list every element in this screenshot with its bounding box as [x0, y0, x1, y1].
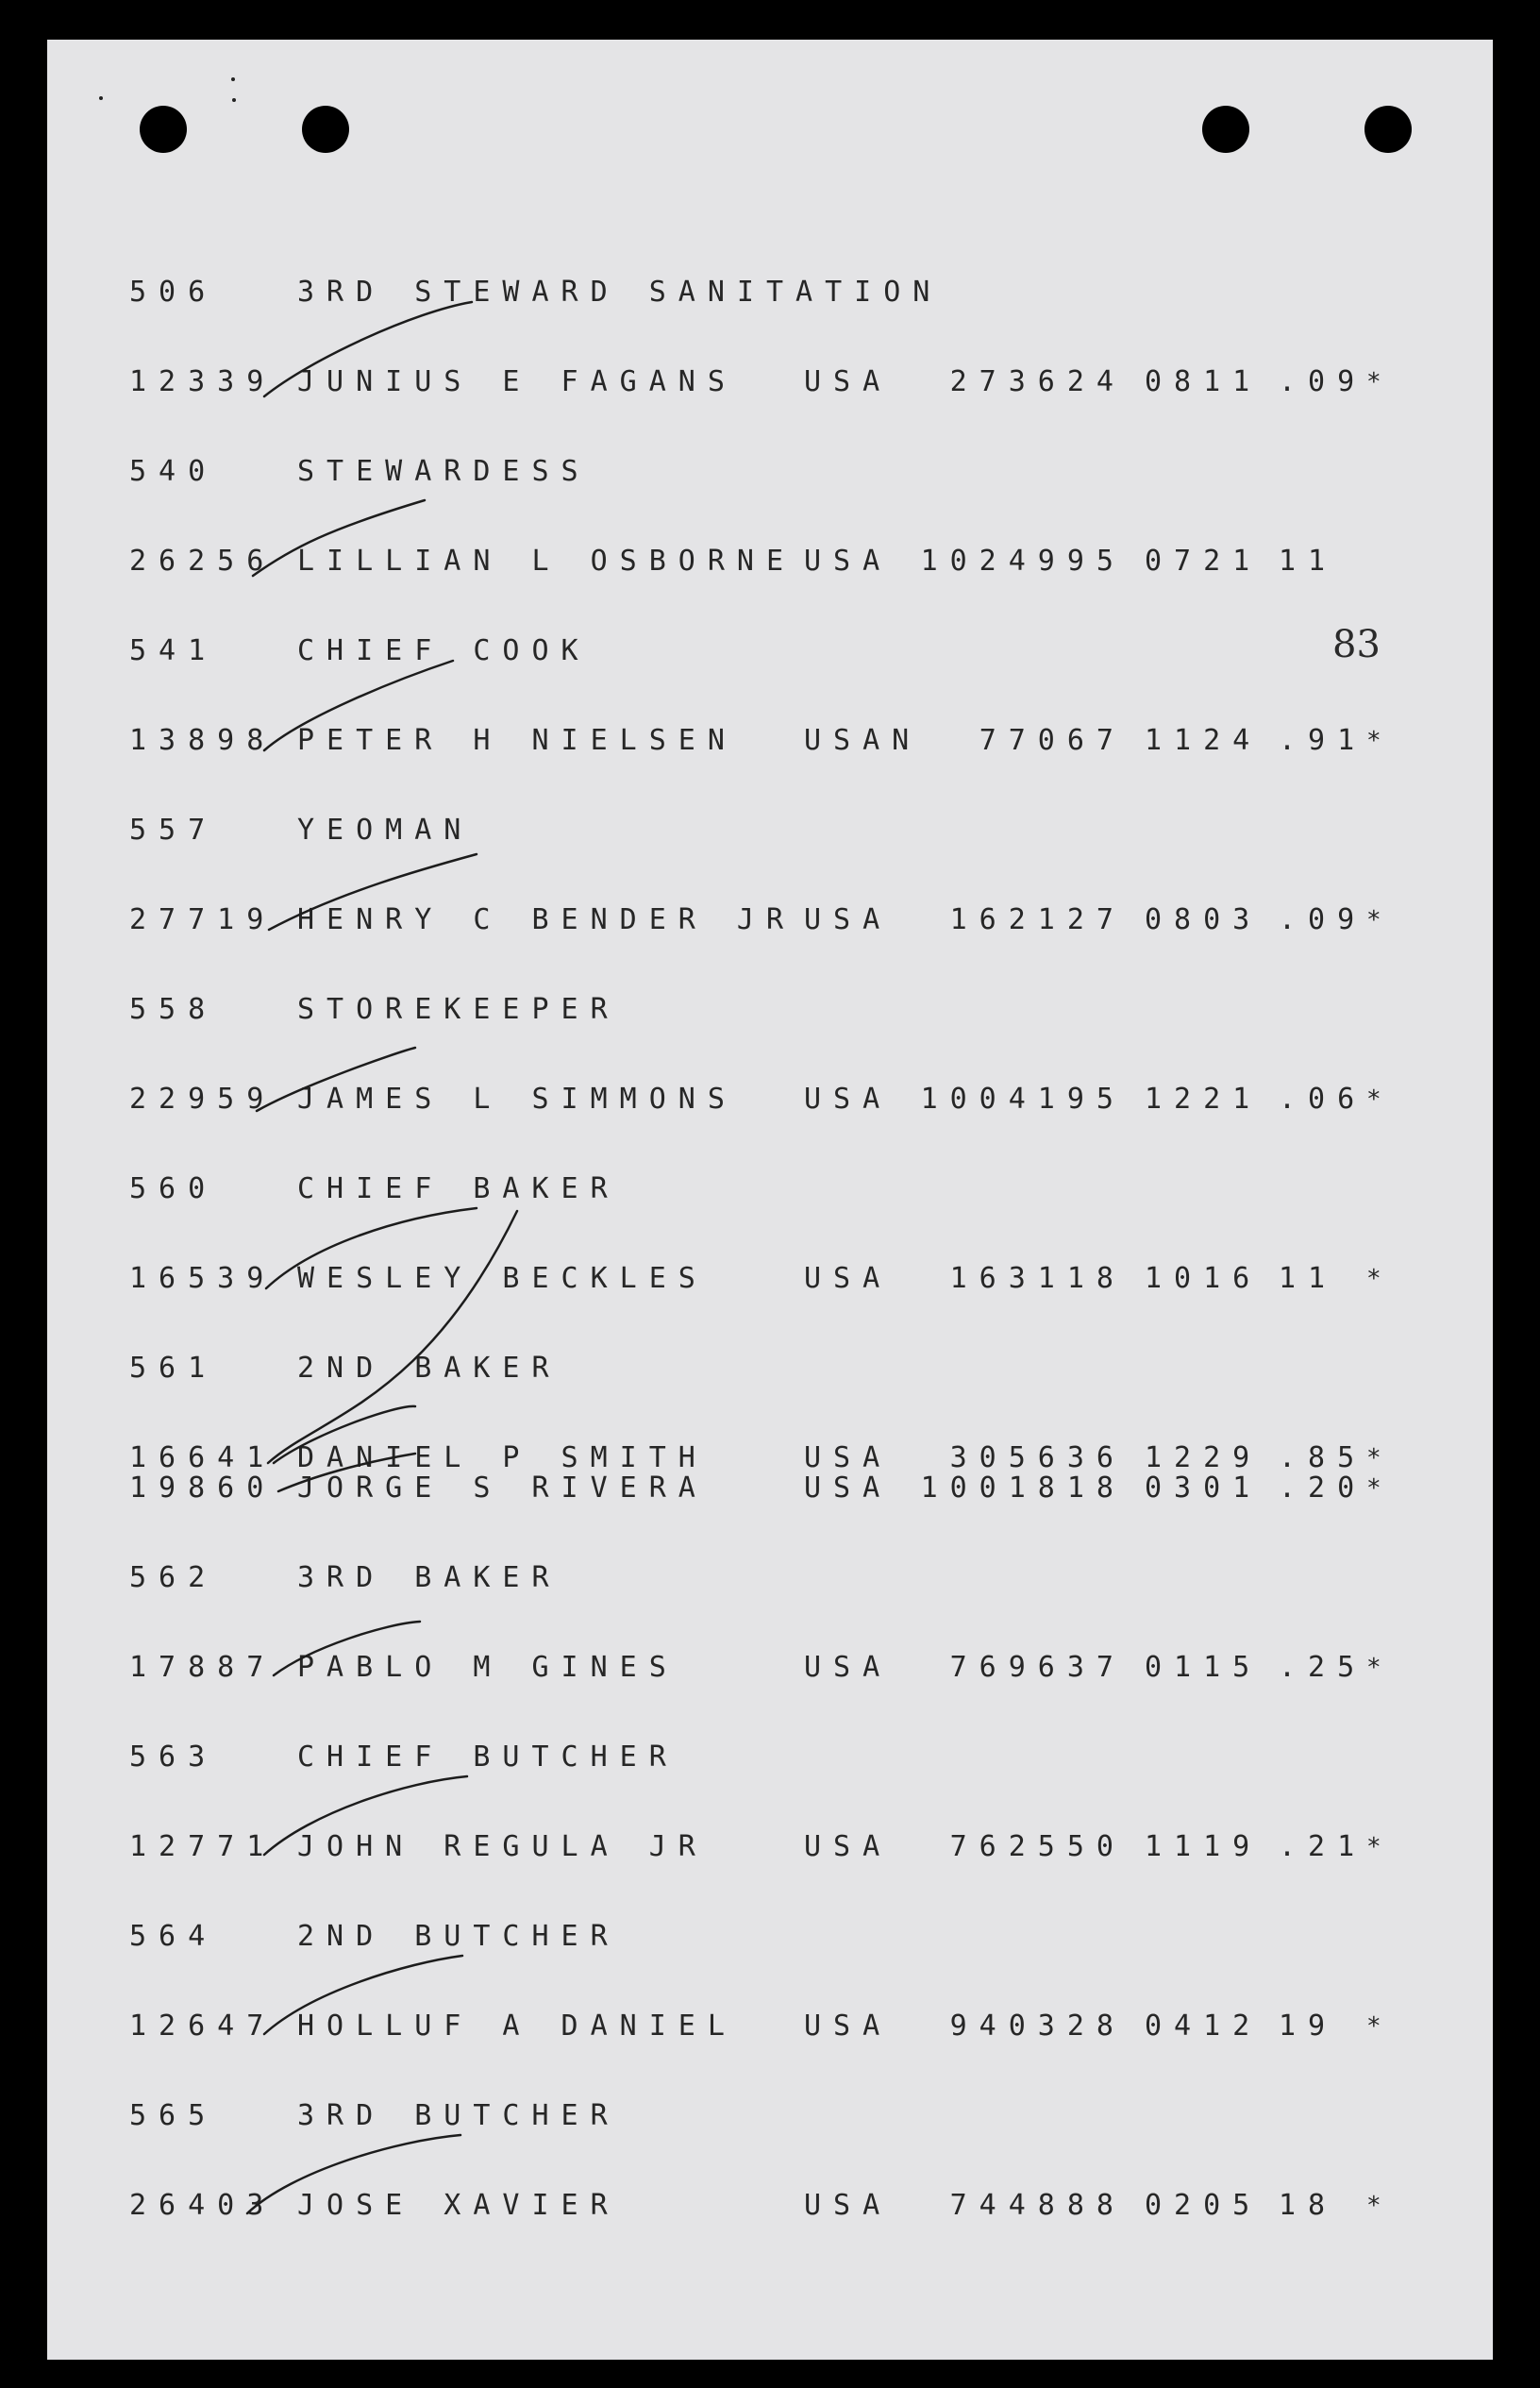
section-code: 563 — [129, 1741, 218, 1774]
entry-value: .21 — [1279, 1830, 1367, 1863]
entry-name: HENRY C BENDER JR — [297, 903, 796, 936]
section-code: 558 — [129, 993, 218, 1026]
entry-id: 27719 — [129, 903, 276, 936]
entry-mark: * — [1366, 368, 1381, 396]
speck — [232, 98, 236, 102]
entry-id: 26256 — [129, 545, 276, 578]
entry-value: 11 — [1279, 545, 1338, 578]
section-title: STOREKEEPER — [297, 993, 620, 1026]
entry-number: 1001818 — [920, 1471, 1126, 1505]
entry-mark: * — [1366, 906, 1381, 934]
section-title: STEWARDESS — [297, 455, 591, 488]
entry-mark: * — [1366, 2192, 1381, 2220]
entry-name: HOLLUF A DANIEL — [297, 2010, 737, 2043]
entry-name: PABLO M GINES — [297, 1651, 678, 1684]
entry-value: .09 — [1279, 903, 1367, 936]
section-code: 557 — [129, 814, 218, 847]
section-code: 562 — [129, 1561, 218, 1594]
section-title: 3RD BAKER — [297, 1561, 561, 1594]
entry-number: 77067 — [979, 724, 1126, 757]
entry-number: 762550 — [949, 1830, 1126, 1863]
entry-mark: * — [1366, 1833, 1381, 1861]
entry-country: USA — [804, 2010, 893, 2043]
entry-number: 1004195 — [920, 1083, 1126, 1116]
entry-mark: * — [1366, 1085, 1381, 1114]
section-code: 540 — [129, 455, 218, 488]
entry-date: 0803 — [1145, 903, 1263, 936]
entry-value: .85 — [1279, 1441, 1367, 1474]
entry-name: JORGE S RIVERA — [297, 1471, 708, 1505]
section-title: YEOMAN — [297, 814, 474, 847]
entry-mark: * — [1366, 1474, 1381, 1503]
entry-id: 19860 — [129, 1471, 276, 1505]
entry-id: 12647 — [129, 2010, 276, 2043]
speck — [231, 77, 235, 81]
entry-id: 22959 — [129, 1083, 276, 1116]
section-code: 541 — [129, 634, 218, 667]
entry-date: 1119 — [1145, 1830, 1263, 1863]
entry-country: USA — [804, 1441, 893, 1474]
entry-mark: * — [1366, 1654, 1381, 1682]
entry-mark: * — [1366, 2012, 1381, 2041]
entry-name: JOSE XAVIER — [297, 2189, 620, 2222]
page-number: 83 — [1332, 623, 1381, 666]
entry-value: 18 — [1279, 2189, 1338, 2222]
section-code: 506 — [129, 276, 218, 309]
entry-number: 940328 — [949, 2010, 1126, 2043]
entry-number: 744888 — [949, 2189, 1126, 2222]
entry-number: 1024995 — [920, 545, 1126, 578]
entry-country: USA — [804, 1262, 893, 1295]
entry-id: 13898 — [129, 724, 276, 757]
entry-mark: * — [1366, 1265, 1381, 1293]
entry-country: USAN — [804, 724, 922, 757]
section-title: 2ND BUTCHER — [297, 1920, 620, 1953]
section-code: 561 — [129, 1352, 218, 1385]
punch-hole — [302, 106, 349, 153]
section-code: 564 — [129, 1920, 218, 1953]
entry-name: WESLEY BECKLES — [297, 1262, 708, 1295]
entry-name: JUNIUS E FAGANS — [297, 365, 737, 398]
entry-country: USA — [804, 365, 893, 398]
entry-date: 0115 — [1145, 1651, 1263, 1684]
entry-date: 1124 — [1145, 724, 1263, 757]
entry-country: USA — [804, 545, 893, 578]
entry-id: 16539 — [129, 1262, 276, 1295]
entry-value: .06 — [1279, 1083, 1367, 1116]
section-title: CHIEF BAKER — [297, 1172, 620, 1205]
entry-id: 17887 — [129, 1651, 276, 1684]
entry-mark: * — [1366, 1444, 1381, 1472]
entry-value: .20 — [1279, 1471, 1367, 1505]
entry-date: 1229 — [1145, 1441, 1263, 1474]
entry-value: 19 — [1279, 2010, 1338, 2043]
entry-value: .91 — [1279, 724, 1367, 757]
section-title: CHIEF COOK — [297, 634, 591, 667]
entry-id: 12771 — [129, 1830, 276, 1863]
entry-country: USA — [804, 1471, 893, 1505]
entry-number: 162127 — [949, 903, 1126, 936]
section-code: 565 — [129, 2099, 218, 2132]
punch-hole — [1202, 106, 1249, 153]
entry-name: DANIEL P SMITH — [297, 1441, 708, 1474]
entry-number: 163118 — [949, 1262, 1126, 1295]
entry-mark: * — [1366, 727, 1381, 755]
punch-hole — [1364, 106, 1412, 153]
section-title: CHIEF BUTCHER — [297, 1741, 678, 1774]
entry-id: 26403 — [129, 2189, 276, 2222]
speck — [99, 96, 103, 100]
entry-name: JAMES L SIMMONS — [297, 1083, 737, 1116]
section-code: 560 — [129, 1172, 218, 1205]
entry-number: 273624 — [949, 365, 1126, 398]
entry-country: USA — [804, 1651, 893, 1684]
entry-number: 305636 — [949, 1441, 1126, 1474]
entry-date: 1221 — [1145, 1083, 1263, 1116]
entry-date: 1016 — [1145, 1262, 1263, 1295]
entry-country: USA — [804, 1083, 893, 1116]
entry-country: USA — [804, 2189, 893, 2222]
entry-country: USA — [804, 903, 893, 936]
entry-value: 11 — [1279, 1262, 1338, 1295]
punch-hole — [140, 106, 187, 153]
entry-name: PETER H NIELSEN — [297, 724, 737, 757]
section-title: 3RD BUTCHER — [297, 2099, 620, 2132]
entry-name: JOHN REGULA JR — [297, 1830, 708, 1863]
entry-value: .09 — [1279, 365, 1367, 398]
entry-id: 16641 — [129, 1441, 276, 1474]
entry-date: 0412 — [1145, 2010, 1263, 2043]
section-title: 2ND BAKER — [297, 1352, 561, 1385]
entry-date: 0811 — [1145, 365, 1263, 398]
section-title: 3RD STEWARD SANITATION — [297, 276, 943, 309]
entry-name: LILLIAN L OSBORNE — [297, 545, 796, 578]
entry-value: .25 — [1279, 1651, 1367, 1684]
entry-date: 0721 — [1145, 545, 1263, 578]
entry-date: 0301 — [1145, 1471, 1263, 1505]
entry-country: USA — [804, 1830, 893, 1863]
entry-number: 769637 — [949, 1651, 1126, 1684]
entry-date: 0205 — [1145, 2189, 1263, 2222]
entry-id: 12339 — [129, 365, 276, 398]
